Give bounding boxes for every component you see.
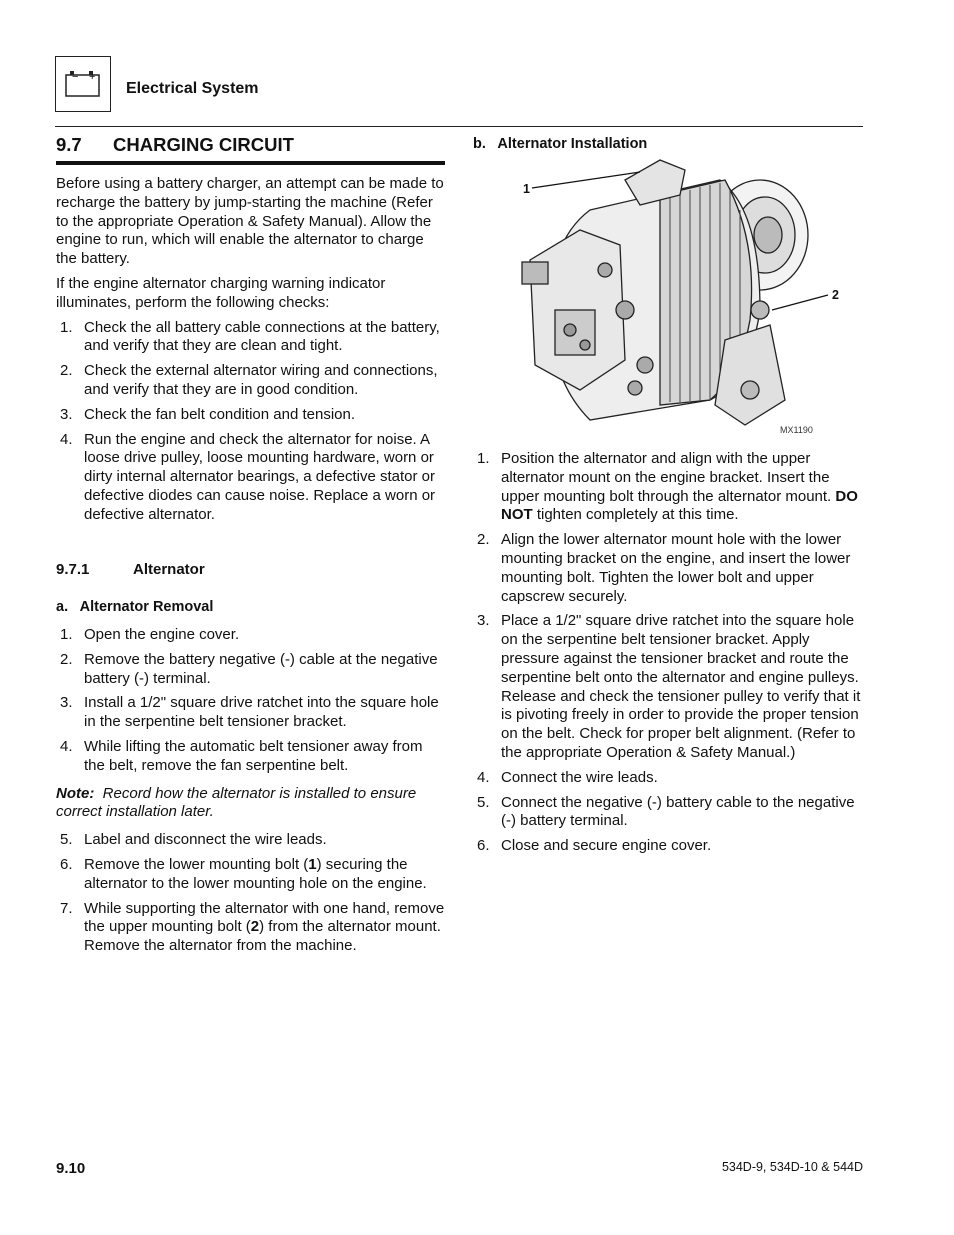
step-text-post: ) securing the alternator to the lower mounting hole on the engine.: [84, 855, 427, 892]
installation-block: [473, 450, 863, 856]
battery-icon-box: [55, 56, 111, 112]
list-item: [56, 831, 445, 850]
list-item: [473, 450, 863, 525]
step-text: Close and secure engine cover.: [501, 837, 712, 855]
subsection-heading: [56, 561, 205, 578]
step-text: Connect the wire leads.: [501, 768, 658, 786]
step-number: 4.: [60, 737, 73, 755]
step-text: Remove the battery negative (-) cable at the negative battery (-) terminal.: [84, 650, 438, 687]
battery-plus-sign: +: [89, 71, 96, 83]
battery-icon: [56, 57, 109, 110]
note-label: Note:: [56, 784, 95, 802]
step-text-post: tighten completely at this time.: [532, 506, 739, 524]
list-item: [473, 531, 863, 606]
section-label: Electrical System: [126, 80, 259, 97]
removal-steps: [56, 626, 445, 776]
step-text: Install a 1/2" square drive ratchet into the square hole in the serpentine belt tensioner bracket.: [84, 694, 439, 731]
section-heading: [56, 134, 294, 156]
step-text-pre: Remove the lower mounting bolt (: [84, 855, 309, 873]
callout-2: 2: [832, 288, 839, 302]
step-number: 5.: [477, 793, 490, 811]
emphasis-text: DO NOT: [501, 487, 858, 524]
alternator-figure: [510, 150, 850, 440]
section-title: CHARGING CIRCUIT: [113, 134, 294, 155]
step-number: 3.: [60, 405, 73, 423]
step-text: Align the lower alternator mount hole with the lower mounting bracket on the engine, and insert the lower mounting bolt. Tighten the lower bolt and upper capscrew securely.: [501, 531, 851, 605]
removal-block: [56, 626, 445, 956]
step-number: 2.: [60, 362, 73, 380]
list-item: [473, 612, 863, 762]
list-item: [56, 856, 445, 894]
intro-paragraph: If the engine alternator charging warning indicator illuminates, perform the following checks:: [56, 274, 386, 311]
list-item: [56, 362, 445, 400]
step-text: Open the engine cover.: [84, 626, 240, 643]
step-text: Check the fan belt condition and tension.: [84, 405, 356, 423]
step-number: 3.: [60, 694, 73, 712]
removal-steps-continued: [56, 831, 445, 956]
step-text: Check the all battery cable connections at the battery, and verify that they are clean and tight.: [84, 318, 440, 355]
step-number: 1.: [60, 318, 73, 336]
callout-ref: 1: [308, 855, 317, 873]
list-item: [56, 651, 445, 689]
list-item: [473, 769, 863, 788]
model-numbers: 534D-9, 534D-10 & 544D: [721, 1160, 863, 1174]
checks-list: [56, 319, 445, 525]
section-number: 9.7: [56, 134, 82, 155]
list-item: [56, 431, 445, 525]
step-text-pre: While supporting the alternator with one hand, remove the upper mounting bolt (: [84, 899, 445, 936]
page-number: 9.10: [56, 1160, 86, 1177]
step-text: While lifting the automatic belt tensioner away from the belt, remove the fan serpentine belt.: [84, 737, 423, 774]
list-item: [56, 406, 445, 425]
step-text: Place a 1/2" square drive ratchet into the square hole on the serpentine belt tensioner bracket. Apply pressure against the tensioner bracket and route the serpentine belt onto the alternator and engine pulleys. Release and check the tensioner pulley to verify that it is pivoting freely in order to provide the proper tension on the belt. Check for proper belt alignment. (Refer to the appropriate Operation & Safety Manual.): [501, 612, 861, 761]
step-text: Run the engine and check the alternator for noise. A loose drive pulley, loose mounting hardware, worn or dirty internal alternator bearings, a defective stator or defective diodes can cause noise. Replace a worn or defective alternator.: [84, 430, 436, 523]
note-text: Record how the alternator is installed to ensure correct installation later.: [56, 784, 417, 821]
list-item: [56, 694, 445, 732]
list-item: [473, 837, 863, 856]
step-number: 1.: [60, 626, 73, 643]
step-text: Connect the negative (-) battery cable to the negative (-) battery terminal.: [501, 793, 855, 830]
step-text-pre: Position the alternator and align with the upper alternator mount on the engine bracket. Insert the upper mounting bolt through the alternator mount.: [501, 450, 836, 505]
step-number: 2.: [477, 531, 490, 549]
list-item: [56, 900, 445, 956]
step-number: 5.: [60, 831, 73, 849]
step-number: 4.: [477, 768, 490, 786]
heading-underline: [56, 161, 445, 165]
step-number: 6.: [60, 855, 73, 873]
subsection-number: 9.7.1: [56, 561, 90, 578]
alternator-illustration: [510, 150, 850, 440]
step-text-post: ) from the alternator mount. Remove the alternator from the machine.: [84, 918, 441, 955]
step-number: 1.: [477, 450, 490, 467]
step-number: 4.: [60, 430, 73, 448]
installation-heading: b. Alternator Installation: [473, 136, 648, 152]
removal-heading: a. Alternator Removal: [56, 599, 214, 615]
note: [56, 785, 445, 823]
step-text: Check the external alternator wiring and connections, and verify that they are in good condition.: [84, 362, 438, 398]
callout-1: 1: [523, 182, 530, 196]
intro-block: [56, 175, 445, 525]
step-number: 6.: [477, 837, 490, 855]
header-rule: [55, 126, 863, 127]
subsection-title: Alternator: [133, 561, 205, 578]
list-item: [56, 319, 445, 357]
installation-steps: [473, 450, 863, 856]
list-item: [56, 626, 445, 645]
step-number: 7.: [60, 899, 73, 917]
callout-ref: 2: [250, 918, 260, 936]
step-number: 3.: [477, 612, 490, 630]
step-number: 2.: [60, 650, 73, 668]
figure-id: MX1190: [780, 425, 813, 435]
list-item: [473, 794, 863, 832]
list-item: [56, 738, 445, 776]
intro-paragraph: Before using a battery charger, an attempt can be made to recharge the battery by jump-starting the machine (Refer to the appropriate Operation & Safety Manual). Allow the engine to run, which will enable the alternator to charge the battery.: [56, 175, 444, 268]
battery-minus-sign: −: [72, 71, 79, 83]
step-text: Label and disconnect the wire leads.: [84, 831, 327, 849]
